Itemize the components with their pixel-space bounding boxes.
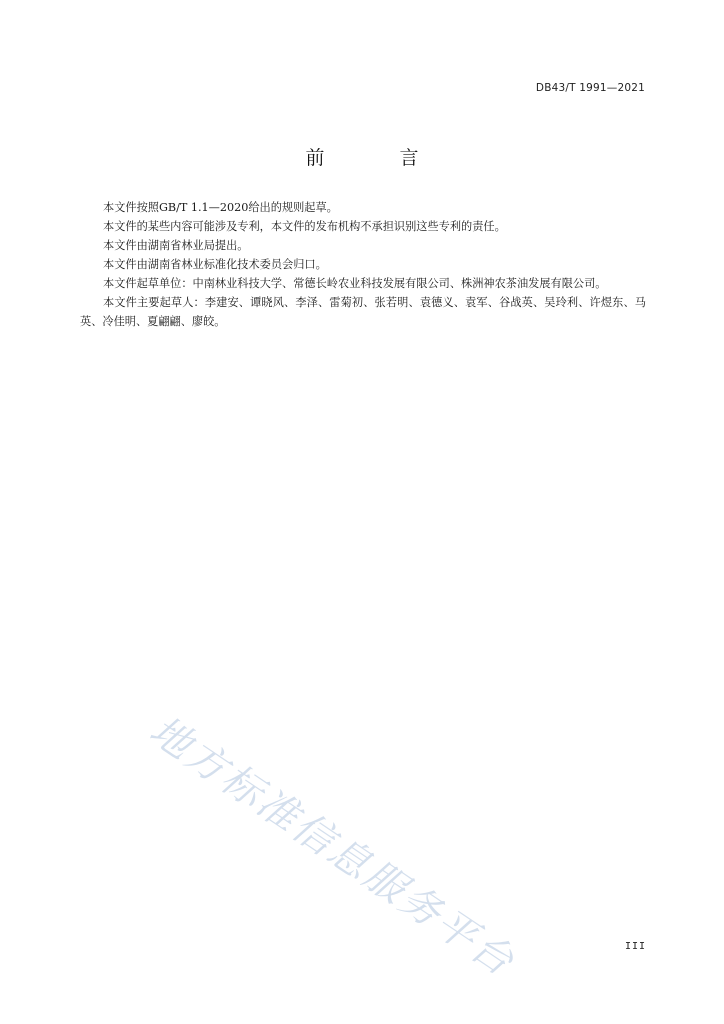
page-number: III (624, 941, 646, 952)
paragraph-proposer: 本文件由湖南省林业局提出。 (103, 239, 249, 252)
foreword-body (80, 198, 646, 331)
paragraph-drafting-units: 本文件起草单位：中南林业科技大学、常德长岭农业科技发展有限公司、株洲神农茶油发展有限公司。 (103, 277, 607, 290)
watermark: 地方标准信息服务平台 (141, 707, 524, 987)
standard-code: DB43/T 1991—2021 (535, 82, 645, 94)
page-title: 前 言 (305, 147, 447, 169)
paragraph-drafting-rules: 本文件按照GB/T 1.1—2020给出的规则起草。 (103, 201, 338, 214)
paragraph-drafters: 本文件主要起草人：李建安、谭晓风、李泽、雷菊初、张若明、袁德义、袁军、谷战英、吴玲利、许煜东、马英、冷佳明、夏翩翩、廖皎。 (80, 296, 646, 328)
paragraph-patent-notice: 本文件的某些内容可能涉及专利，本文件的发布机构不承担识别这些专利的责任。 (103, 220, 506, 233)
paragraph-administrator: 本文件由湖南省林业标准化技术委员会归口。 (103, 258, 327, 271)
